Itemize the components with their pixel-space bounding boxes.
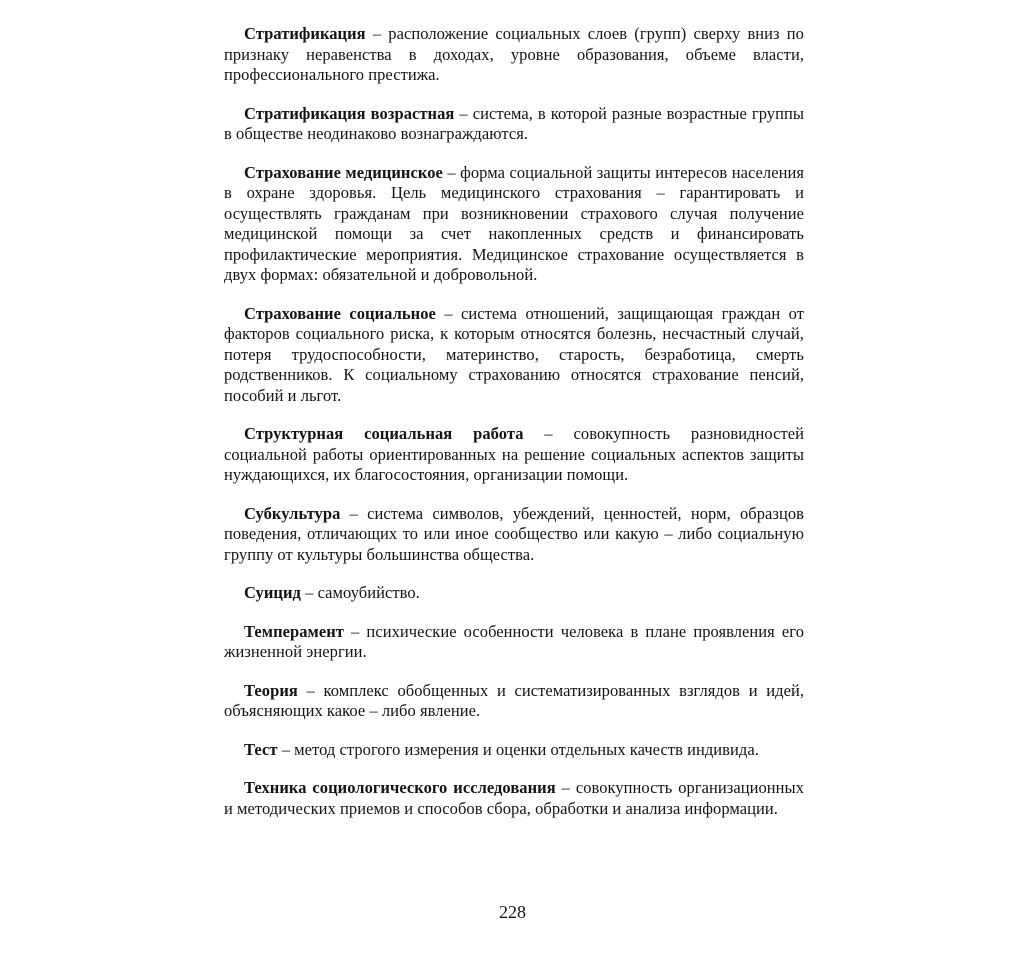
glossary-entry-theory [224, 681, 804, 722]
glossary-definition: – расположение социальных слоев (групп) сверху вниз по признаку неравенства в доходах, уровне образования, объеме власти, профессионального престижа. [224, 24, 804, 84]
page-number: 228 [499, 902, 526, 922]
glossary-definition: – система символов, убеждений, ценностей, норм, образцов поведения, отличающих то или иное сообщество или какую – либо социальную группу от культуры большинства общества. [224, 503, 804, 564]
glossary-definition: – метод строгого измерения и оценки отдельных качеств индивида. [277, 739, 759, 759]
glossary-definition: – система отношений, защищающая граждан от факторов социального риска, к которым относятся болезнь, несчастный случай, потеря трудоспособности, материнство, старость, безработица, смерть родственников. К социальному страхованию относятся страхование пенсий, пособий и льгот. [224, 303, 804, 405]
glossary-term: Субкультура [244, 503, 341, 523]
glossary-entry-research-technique [224, 778, 804, 819]
glossary-definition: – совокупность разновидностей социальной работы ориентированных на решение социальных аспектов защиты нуждающихся, их благосостояния, организации помощи. [224, 424, 805, 484]
glossary-entry-social-insurance [224, 304, 804, 407]
glossary-entry-structural-social-work [224, 424, 804, 486]
glossary-definition: – форма социальной защиты интересов населения в охране здоровья. Цель медицинского страхования – гарантировать и осуществлять гражданам при возникновении страхового случая получение медицинской помощи за счет накопленных средств и финансировать профилактические мероприятия. Медицинское страхование осуществляется в двух формах: обязательной и добровольной. [224, 162, 804, 284]
glossary-body [224, 24, 804, 837]
glossary-term: Тест [244, 739, 278, 759]
glossary-entry-temperament [224, 622, 804, 663]
glossary-term: Стратификация [244, 24, 366, 43]
glossary-entry-test [224, 740, 804, 761]
glossary-entry-subculture [224, 504, 804, 566]
glossary-definition: – совокупность организационных и методических приемов и способов сбора, обработки и анализа информации. [224, 778, 804, 818]
glossary-entry-suicide [224, 583, 804, 604]
glossary-term: Страхование социальное [244, 303, 436, 323]
glossary-definition: – психические особенности человека в плане проявления его жизненной энергии. [224, 621, 804, 661]
glossary-term: Суицид [244, 583, 301, 602]
glossary-term: Темперамент [244, 621, 344, 641]
glossary-definition: – самоубийство. [300, 583, 420, 602]
glossary-term: Техника социологического исследования [244, 778, 556, 797]
glossary-definition: – комплекс обобщенных и систематизированных взглядов и идей, объясняющих какое – либо явление. [224, 680, 804, 720]
glossary-term: Теория [244, 680, 298, 700]
glossary-entry-stratification [224, 24, 804, 86]
glossary-entry-medical-insurance [224, 163, 804, 286]
glossary-term: Страхование медицинское [244, 162, 443, 182]
glossary-entry-age-stratification [224, 104, 804, 145]
glossary-term: Стратификация возрастная [244, 103, 455, 123]
glossary-definition: – система, в которой разные возрастные группы в обществе неодинаково вознаграждаются. [224, 103, 804, 143]
glossary-term: Структурная социальная работа [244, 424, 524, 443]
